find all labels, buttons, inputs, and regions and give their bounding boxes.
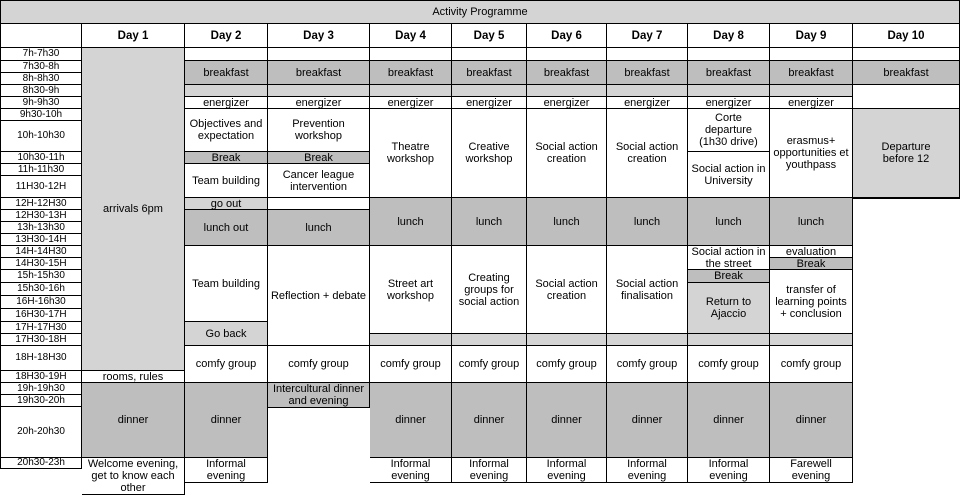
time-slot: 18H30-19H bbox=[0, 371, 82, 383]
time-slot: 17H30-18H bbox=[0, 334, 82, 346]
activity-cell: dinner bbox=[770, 383, 853, 458]
day-header-2: Day 2 bbox=[185, 24, 268, 48]
table-title: Activity Programme bbox=[0, 0, 960, 24]
activity-cell: Reflection + debate bbox=[268, 246, 370, 346]
activity-cell: Corte departure (1h30 drive) bbox=[688, 109, 770, 152]
activity-cell: dinner bbox=[452, 383, 527, 458]
activity-cell: lunch bbox=[370, 198, 452, 246]
activity-cell: Informal evening bbox=[452, 458, 527, 483]
activity-cell: transfer of learning points + conclusion bbox=[770, 270, 853, 334]
activity-cell: Social action creation bbox=[607, 109, 688, 198]
activity-cell: lunch out bbox=[185, 210, 268, 246]
activity-cell: dinner bbox=[185, 383, 268, 458]
activity-cell: erasmus+ opportunities et youthpass bbox=[770, 109, 853, 198]
empty-cell bbox=[370, 334, 452, 346]
activity-cell: energizer bbox=[370, 97, 452, 109]
empty-cell bbox=[268, 85, 370, 97]
empty-cell bbox=[853, 85, 960, 109]
activity-cell: Team building bbox=[185, 164, 268, 198]
activity-cell: energizer bbox=[185, 97, 268, 109]
empty-cell bbox=[527, 85, 607, 97]
activity-cell: Departure before 12 bbox=[853, 109, 960, 198]
time-slot: 12H-12H30 bbox=[0, 198, 82, 210]
day-header-7: Day 7 bbox=[607, 24, 688, 48]
activity-cell: lunch bbox=[688, 198, 770, 246]
time-slot: 11H30-12H bbox=[0, 176, 82, 198]
activity-cell: lunch bbox=[268, 210, 370, 246]
activity-cell: dinner bbox=[607, 383, 688, 458]
time-slot: 10h30-11h bbox=[0, 152, 82, 164]
day-header-8: Day 8 bbox=[688, 24, 770, 48]
activity-cell: comfy group bbox=[607, 346, 688, 383]
activity-cell: lunch bbox=[527, 198, 607, 246]
activity-cell: go out bbox=[185, 198, 268, 210]
activity-cell: rooms, rules bbox=[82, 371, 185, 383]
activity-cell: Prevention workshop bbox=[268, 109, 370, 152]
activity-cell: energizer bbox=[607, 97, 688, 109]
activity-cell: breakfast bbox=[370, 61, 452, 85]
activity-cell: Farewell evening bbox=[770, 458, 853, 483]
activity-cell: Break bbox=[268, 152, 370, 164]
time-slot: 14H-14H30 bbox=[0, 246, 82, 258]
time-slot: 10h-10h30 bbox=[0, 121, 82, 152]
time-slot: 7h30-8h bbox=[0, 61, 82, 73]
activity-cell: Informal evening bbox=[185, 458, 268, 483]
empty-cell bbox=[452, 48, 527, 61]
activity-cell: energizer bbox=[268, 97, 370, 109]
time-slot: 12H30-13H bbox=[0, 210, 82, 222]
time-slot: 13H30-14H bbox=[0, 234, 82, 246]
activity-cell: Creating groups for social action bbox=[452, 246, 527, 334]
activity-cell: comfy group bbox=[770, 346, 853, 383]
empty-cell bbox=[770, 48, 853, 61]
activity-cell: evaluation bbox=[770, 246, 853, 258]
activity-cell: dinner bbox=[527, 383, 607, 458]
time-slot: 16H-16h30 bbox=[0, 296, 82, 309]
day-header-5: Day 5 bbox=[452, 24, 527, 48]
time-slot: 19h30-20h bbox=[0, 395, 82, 407]
activity-cell: Team building bbox=[185, 246, 268, 322]
empty-cell bbox=[370, 85, 452, 97]
empty-cell bbox=[527, 48, 607, 61]
activity-cell: Creative workshop bbox=[452, 109, 527, 198]
empty-cell bbox=[770, 334, 853, 346]
time-slot: 9h30-10h bbox=[0, 109, 82, 121]
day-header-4: Day 4 bbox=[370, 24, 452, 48]
activity-cell: Social action creation bbox=[527, 109, 607, 198]
empty-cell bbox=[853, 48, 960, 61]
time-slot: 18H-18H30 bbox=[0, 346, 82, 371]
activity-cell: Social action in the street bbox=[688, 246, 770, 270]
empty-cell bbox=[770, 85, 853, 97]
activity-cell: dinner bbox=[370, 383, 452, 458]
empty-cell bbox=[688, 85, 770, 97]
activity-cell: Return to Ajaccio bbox=[688, 283, 770, 334]
activity-cell: Social action in University bbox=[688, 152, 770, 198]
empty-cell bbox=[268, 198, 370, 210]
activity-cell: comfy group bbox=[452, 346, 527, 383]
activity-cell: breakfast bbox=[527, 61, 607, 85]
empty-cell bbox=[527, 334, 607, 346]
activity-cell: breakfast bbox=[853, 61, 960, 85]
activity-cell: Welcome evening, get to know each other bbox=[82, 458, 185, 495]
activity-cell: Informal evening bbox=[527, 458, 607, 483]
day-header-10: Day 10 bbox=[853, 24, 960, 48]
activity-cell: breakfast bbox=[452, 61, 527, 85]
empty-cell bbox=[607, 334, 688, 346]
activity-cell: Intercultural dinner and evening bbox=[268, 383, 370, 408]
day-header-1: Day 1 bbox=[82, 24, 185, 48]
activity-cell: comfy group bbox=[527, 346, 607, 383]
time-slot: 15h30-16h bbox=[0, 283, 82, 296]
activity-cell: lunch bbox=[607, 198, 688, 246]
activity-cell: breakfast bbox=[268, 61, 370, 85]
activity-cell: comfy group bbox=[370, 346, 452, 383]
activity-cell: Theatre workshop bbox=[370, 109, 452, 198]
activity-cell: energizer bbox=[770, 97, 853, 109]
time-slot: 17H-17H30 bbox=[0, 322, 82, 334]
empty-cell bbox=[185, 48, 268, 61]
empty-cell bbox=[185, 85, 268, 97]
time-slot: 8h-8h30 bbox=[0, 73, 82, 85]
activity-cell: Break bbox=[770, 258, 853, 270]
day-header-9: Day 9 bbox=[770, 24, 853, 48]
activity-cell: lunch bbox=[770, 198, 853, 246]
empty-cell bbox=[607, 85, 688, 97]
time-slot: 13h-13h30 bbox=[0, 222, 82, 234]
day-header-3: Day 3 bbox=[268, 24, 370, 48]
time-slot: 20h30-23h bbox=[0, 458, 82, 469]
activity-cell: Street art workshop bbox=[370, 246, 452, 334]
time-slot: 19h-19h30 bbox=[0, 383, 82, 395]
activity-cell: comfy group bbox=[688, 346, 770, 383]
activity-cell: lunch bbox=[452, 198, 527, 246]
activity-cell: Informal evening bbox=[607, 458, 688, 483]
empty-cell bbox=[607, 48, 688, 61]
activity-cell: Break bbox=[185, 152, 268, 164]
activity-cell: comfy group bbox=[268, 346, 370, 383]
activity-cell: Informal evening bbox=[688, 458, 770, 483]
empty-cell bbox=[452, 334, 527, 346]
activity-cell: Go back bbox=[185, 322, 268, 346]
time-slot: 9h-9h30 bbox=[0, 97, 82, 109]
empty-cell bbox=[268, 48, 370, 61]
day-header-6: Day 6 bbox=[527, 24, 607, 48]
activity-cell: Objectives and expectation bbox=[185, 109, 268, 152]
activity-cell: breakfast bbox=[688, 61, 770, 85]
empty-cell bbox=[370, 48, 452, 61]
activity-cell: energizer bbox=[688, 97, 770, 109]
activity-cell: Cancer league intervention bbox=[268, 164, 370, 198]
time-slot: 8h30-9h bbox=[0, 85, 82, 97]
time-slot: 11h-11h30 bbox=[0, 164, 82, 176]
header-corner bbox=[0, 24, 82, 48]
empty-cell bbox=[853, 198, 960, 199]
time-slot: 20h-20h30 bbox=[0, 407, 82, 458]
empty-cell bbox=[688, 334, 770, 346]
activity-cell: breakfast bbox=[770, 61, 853, 85]
activity-cell: energizer bbox=[527, 97, 607, 109]
activity-cell: Social action finalisation bbox=[607, 246, 688, 334]
activity-cell: energizer bbox=[452, 97, 527, 109]
time-slot: 7h-7h30 bbox=[0, 48, 82, 61]
time-slot: 15h-15h30 bbox=[0, 270, 82, 283]
empty-cell bbox=[688, 48, 770, 61]
time-slot: 16H30-17H bbox=[0, 309, 82, 322]
activity-cell: dinner bbox=[82, 383, 185, 458]
activity-cell: dinner bbox=[688, 383, 770, 458]
activity-cell: arrivals 6pm bbox=[82, 48, 185, 371]
activity-cell: Social action creation bbox=[527, 246, 607, 334]
activity-cell: breakfast bbox=[185, 61, 268, 85]
time-slot: 14H30-15H bbox=[0, 258, 82, 270]
activity-cell: breakfast bbox=[607, 61, 688, 85]
activity-cell: Informal evening bbox=[370, 458, 452, 483]
activity-cell: Break bbox=[688, 270, 770, 283]
activity-cell: comfy group bbox=[185, 346, 268, 383]
empty-cell bbox=[452, 85, 527, 97]
